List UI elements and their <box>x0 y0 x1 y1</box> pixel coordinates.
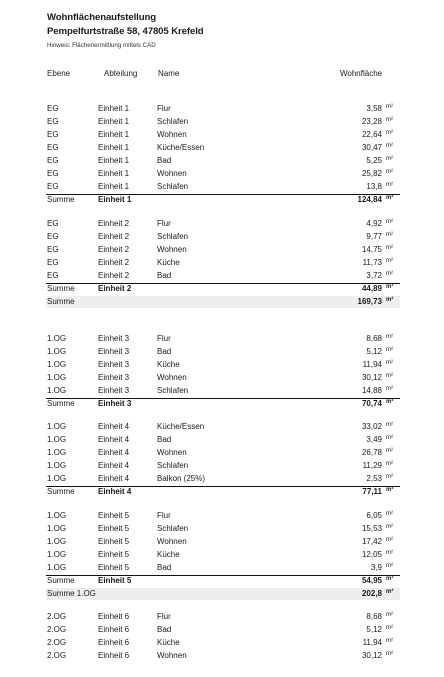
column-header-name: Name <box>158 69 180 78</box>
cell-wohnflaeche: 9,77 <box>366 232 382 241</box>
table-row <box>46 181 400 193</box>
table-row <box>46 624 400 636</box>
cell-abteilung: Einheit 2 <box>98 219 130 228</box>
cell-abteilung: Einheit 5 <box>98 524 130 533</box>
subtotal-row <box>46 194 400 206</box>
cell-ebene: 1.OG <box>47 563 67 572</box>
table-row <box>46 116 400 128</box>
cell-ebene: EG <box>47 143 59 152</box>
cell-name: Bad <box>157 347 172 356</box>
cell-unit: m² <box>386 104 393 110</box>
cell-name: Flur <box>157 104 171 113</box>
cell-wohnflaeche: 5,25 <box>366 156 382 165</box>
table-row <box>46 218 400 230</box>
cell-name: Schlafen <box>157 386 189 395</box>
cell-wohnflaeche: 4,92 <box>366 219 382 228</box>
cell-abteilung: Einheit 5 <box>98 550 130 559</box>
cell-ebene: 2.OG <box>47 625 67 634</box>
cell-abteilung: Einheit 2 <box>98 258 130 267</box>
cell-name: Schlafen <box>157 232 189 241</box>
cell-wohnflaeche: 5,12 <box>366 625 382 634</box>
cell-wohnflaeche: 30,12 <box>361 651 382 660</box>
cell-unit: m² <box>386 245 393 251</box>
cell-unit: m² <box>386 284 394 290</box>
cell-abteilung: Einheit 6 <box>98 612 130 621</box>
cell-unit: m² <box>386 271 393 277</box>
cell-abteilung: Einheit 3 <box>98 399 132 408</box>
cell-name: Balkon (25%) <box>157 474 206 483</box>
cell-wohnflaeche: 12,05 <box>361 550 382 559</box>
cell-ebene: 1.OG <box>47 422 67 431</box>
cell-ebene: EG <box>47 182 59 191</box>
cell-abteilung: Einheit 4 <box>98 461 130 470</box>
cell-name: Wohnen <box>157 245 187 254</box>
cell-unit: m² <box>386 360 393 366</box>
cell-name: Bad <box>157 625 172 634</box>
cell-unit: m² <box>386 258 393 264</box>
cell-abteilung: Einheit 5 <box>98 537 130 546</box>
subtotal-divider <box>46 194 400 195</box>
cell-ebene: EG <box>47 156 59 165</box>
cell-abteilung: Einheit 6 <box>98 638 130 647</box>
cell-abteilung: Einheit 1 <box>98 169 130 178</box>
cell-unit: m² <box>386 448 393 454</box>
table-row <box>46 523 400 535</box>
subtotal-row <box>46 283 400 295</box>
cell-unit: m² <box>386 117 393 123</box>
cell-wohnflaeche: 3,58 <box>366 104 382 113</box>
subtotal-row <box>46 575 400 587</box>
document-title: Wohnflächenaufstellung <box>47 12 157 23</box>
cell-ebene: 1.OG <box>47 360 67 369</box>
cell-abteilung: Einheit 5 <box>98 511 130 520</box>
cell-ebene: EG <box>47 104 59 113</box>
cell-abteilung: Einheit 2 <box>98 284 132 293</box>
cell-ebene: 1.OG <box>47 550 67 559</box>
cell-ebene: 2.OG <box>47 638 67 647</box>
subtotal-divider <box>46 398 400 399</box>
table-row <box>46 447 400 459</box>
cell-name: Küche/Essen <box>157 422 205 431</box>
table-row <box>46 346 400 358</box>
cell-ebene: EG <box>47 258 59 267</box>
column-header-wohnflaeche: Wohnfläche <box>340 69 383 78</box>
cell-unit: m² <box>386 511 393 517</box>
cell-ebene: 1.OG <box>47 334 67 343</box>
cell-ebene: 1.OG <box>47 448 67 457</box>
cell-unit: m² <box>386 625 393 631</box>
cell-unit: m² <box>386 487 394 493</box>
table-row <box>46 611 400 623</box>
cell-unit: m² <box>386 347 393 353</box>
table-row <box>46 129 400 141</box>
cell-name: Flur <box>157 612 171 621</box>
cell-name: Flur <box>157 334 171 343</box>
cell-ebene: 1.OG <box>47 373 67 382</box>
cell-unit: m² <box>386 435 393 441</box>
cell-unit: m² <box>386 589 394 595</box>
table-row <box>46 372 400 384</box>
cell-abteilung: Einheit 4 <box>98 422 130 431</box>
table-row <box>46 562 400 574</box>
subtotal-divider <box>46 575 400 576</box>
cell-wohnflaeche: 11,73 <box>362 258 382 267</box>
table-row <box>46 549 400 561</box>
table-row <box>46 231 400 243</box>
cell-unit: m² <box>386 537 393 543</box>
cell-unit: m² <box>386 638 393 644</box>
subtotal-divider <box>46 283 400 284</box>
table-row <box>46 473 400 485</box>
cell-name: Küche <box>157 550 180 559</box>
cell-wohnflaeche: 30,12 <box>361 373 382 382</box>
cell-unit: m² <box>386 156 393 162</box>
cell-name: Wohnen <box>157 373 187 382</box>
cell-name: Wohnen <box>157 651 187 660</box>
cell-abteilung: Einheit 4 <box>98 487 132 496</box>
cell-name: Bad <box>157 435 172 444</box>
cell-name: Bad <box>157 563 172 572</box>
cell-name: Schlafen <box>157 117 189 126</box>
subtotal-row <box>46 398 400 410</box>
cell-wohnflaeche: 25,82 <box>361 169 382 178</box>
cell-abteilung: Einheit 5 <box>98 563 130 572</box>
cell-name: Flur <box>157 511 171 520</box>
cell-abteilung: Einheit 1 <box>98 195 132 204</box>
column-header-ebene: Ebene <box>47 69 71 78</box>
measurement-note: Hinweis: Flächenermittlung mittels CAD <box>47 42 156 49</box>
cell-unit: m² <box>386 399 394 405</box>
cell-unit: m² <box>386 563 393 569</box>
cell-name: Flur <box>157 219 171 228</box>
cell-unit: m² <box>386 195 394 201</box>
table-row <box>46 385 400 397</box>
cell-ebene: EG <box>47 245 59 254</box>
table-row <box>46 270 400 282</box>
cell-abteilung: Einheit 3 <box>98 386 130 395</box>
cell-ebene: 2.OG <box>47 612 67 621</box>
cell-abteilung: Einheit 1 <box>98 156 130 165</box>
cell-name: Schlafen <box>157 524 189 533</box>
cell-unit: m² <box>386 576 394 582</box>
cell-abteilung: Einheit 1 <box>98 104 130 113</box>
cell-unit: m² <box>386 219 393 225</box>
cell-name: Schlafen <box>157 182 189 191</box>
cell-ebene: 1.OG <box>47 435 67 444</box>
cell-wohnflaeche: 26,78 <box>361 448 382 457</box>
cell-unit: m² <box>386 182 393 188</box>
table-row <box>46 168 400 180</box>
cell-ebene: Summe 1.OG <box>47 589 96 598</box>
cell-unit: m² <box>386 461 393 467</box>
table-row <box>46 359 400 371</box>
cell-wohnflaeche: 14,88 <box>361 386 382 395</box>
cell-abteilung: Einheit 2 <box>98 271 130 280</box>
cell-abteilung: Einheit 3 <box>98 360 130 369</box>
cell-abteilung: Einheit 2 <box>98 245 130 254</box>
cell-ebene: Summe <box>47 297 75 306</box>
cell-unit: m² <box>386 550 393 556</box>
cell-name: Küche/Essen <box>157 143 205 152</box>
cell-ebene: EG <box>47 232 59 241</box>
cell-ebene: EG <box>47 130 59 139</box>
cell-unit: m² <box>386 422 393 428</box>
cell-abteilung: Einheit 1 <box>98 130 130 139</box>
cell-unit: m² <box>386 232 393 238</box>
cell-ebene: 2.OG <box>47 651 67 660</box>
cell-abteilung: Einheit 4 <box>98 474 130 483</box>
cell-ebene: EG <box>47 219 59 228</box>
subtotal-divider <box>46 486 400 487</box>
cell-abteilung: Einheit 3 <box>98 373 130 382</box>
cell-wohnflaeche: 23,28 <box>361 117 382 126</box>
cell-ebene: EG <box>47 271 59 280</box>
cell-ebene: EG <box>47 117 59 126</box>
cell-unit: m² <box>386 386 393 392</box>
cell-wohnflaeche: 3,49 <box>366 435 382 444</box>
cell-name: Wohnen <box>157 169 187 178</box>
cell-wohnflaeche: 13,8 <box>366 182 382 191</box>
table-row <box>46 142 400 154</box>
cell-wohnflaeche: 11,94 <box>362 360 382 369</box>
cell-name: Küche <box>157 638 180 647</box>
cell-ebene: Summe <box>47 399 75 408</box>
cell-wohnflaeche: 33,02 <box>361 422 382 431</box>
cell-ebene: 1.OG <box>47 474 67 483</box>
cell-wohnflaeche: 17,42 <box>361 537 382 546</box>
cell-ebene: 1.OG <box>47 537 67 546</box>
cell-ebene: Summe <box>47 576 75 585</box>
total-row <box>46 296 400 308</box>
cell-wohnflaeche: 202,8 <box>361 589 382 598</box>
cell-unit: m² <box>386 143 393 149</box>
table-row <box>46 510 400 522</box>
cell-ebene: 1.OG <box>47 524 67 533</box>
cell-name: Wohnen <box>157 537 187 546</box>
column-header-abteilung: Abteilung <box>104 69 138 78</box>
cell-abteilung: Einheit 4 <box>98 448 130 457</box>
cell-unit: m² <box>386 651 393 657</box>
cell-ebene: Summe <box>47 284 75 293</box>
cell-abteilung: Einheit 5 <box>98 576 132 585</box>
cell-ebene: 1.OG <box>47 347 67 356</box>
cell-abteilung: Einheit 1 <box>98 182 130 191</box>
cell-wohnflaeche: 11,29 <box>362 461 382 470</box>
cell-wohnflaeche: 2,53 <box>366 474 382 483</box>
table-row <box>46 333 400 345</box>
cell-name: Bad <box>157 156 172 165</box>
cell-name: Küche <box>157 360 180 369</box>
cell-wohnflaeche: 3,72 <box>366 271 382 280</box>
property-address: Pempelfurtstraße 58, 47805 Krefeld <box>47 26 204 37</box>
cell-unit: m² <box>386 130 393 136</box>
cell-name: Wohnen <box>157 448 187 457</box>
cell-ebene: Summe <box>47 195 75 204</box>
cell-abteilung: Einheit 1 <box>98 117 130 126</box>
cell-unit: m² <box>386 297 394 303</box>
cell-wohnflaeche: 5,12 <box>366 347 382 356</box>
table-row <box>46 155 400 167</box>
cell-abteilung: Einheit 2 <box>98 232 130 241</box>
cell-unit: m² <box>386 524 393 530</box>
cell-unit: m² <box>386 474 393 480</box>
cell-name: Küche <box>157 258 180 267</box>
cell-unit: m² <box>386 334 393 340</box>
cell-wohnflaeche: 54,95 <box>361 576 382 585</box>
cell-wohnflaeche: 169,73 <box>357 297 382 306</box>
cell-wohnflaeche: 70,74 <box>361 399 382 408</box>
cell-ebene: 1.OG <box>47 386 67 395</box>
cell-unit: m² <box>386 612 393 618</box>
cell-wohnflaeche: 15,53 <box>361 524 382 533</box>
table-row <box>46 434 400 446</box>
table-row <box>46 637 400 649</box>
cell-wohnflaeche: 124,84 <box>357 195 382 204</box>
cell-wohnflaeche: 77,11 <box>362 487 382 496</box>
table-row <box>46 460 400 472</box>
cell-abteilung: Einheit 6 <box>98 625 130 634</box>
table-row <box>46 244 400 256</box>
table-row <box>46 257 400 269</box>
cell-unit: m² <box>386 373 393 379</box>
cell-abteilung: Einheit 3 <box>98 347 130 356</box>
table-row <box>46 103 400 115</box>
cell-ebene: Summe <box>47 487 75 496</box>
cell-wohnflaeche: 30,47 <box>361 143 382 152</box>
cell-wohnflaeche: 6,05 <box>366 511 382 520</box>
cell-wohnflaeche: 22,64 <box>361 130 382 139</box>
table-row <box>46 650 400 662</box>
table-row <box>46 536 400 548</box>
cell-abteilung: Einheit 6 <box>98 651 130 660</box>
cell-ebene: 1.OG <box>47 461 67 470</box>
cell-wohnflaeche: 14,75 <box>361 245 382 254</box>
cell-name: Wohnen <box>157 130 187 139</box>
total-row <box>46 588 400 600</box>
cell-wohnflaeche: 44,89 <box>361 284 382 293</box>
cell-name: Bad <box>157 271 172 280</box>
cell-name: Schlafen <box>157 461 189 470</box>
cell-wohnflaeche: 8,68 <box>366 612 382 621</box>
cell-abteilung: Einheit 4 <box>98 435 130 444</box>
cell-abteilung: Einheit 3 <box>98 334 130 343</box>
cell-ebene: 1.OG <box>47 511 67 520</box>
cell-wohnflaeche: 8,68 <box>366 334 382 343</box>
cell-wohnflaeche: 11,94 <box>362 638 382 647</box>
cell-wohnflaeche: 3,9 <box>370 563 382 572</box>
subtotal-row <box>46 486 400 498</box>
cell-unit: m² <box>386 169 393 175</box>
cell-ebene: EG <box>47 169 59 178</box>
cell-abteilung: Einheit 1 <box>98 143 130 152</box>
table-row <box>46 421 400 433</box>
